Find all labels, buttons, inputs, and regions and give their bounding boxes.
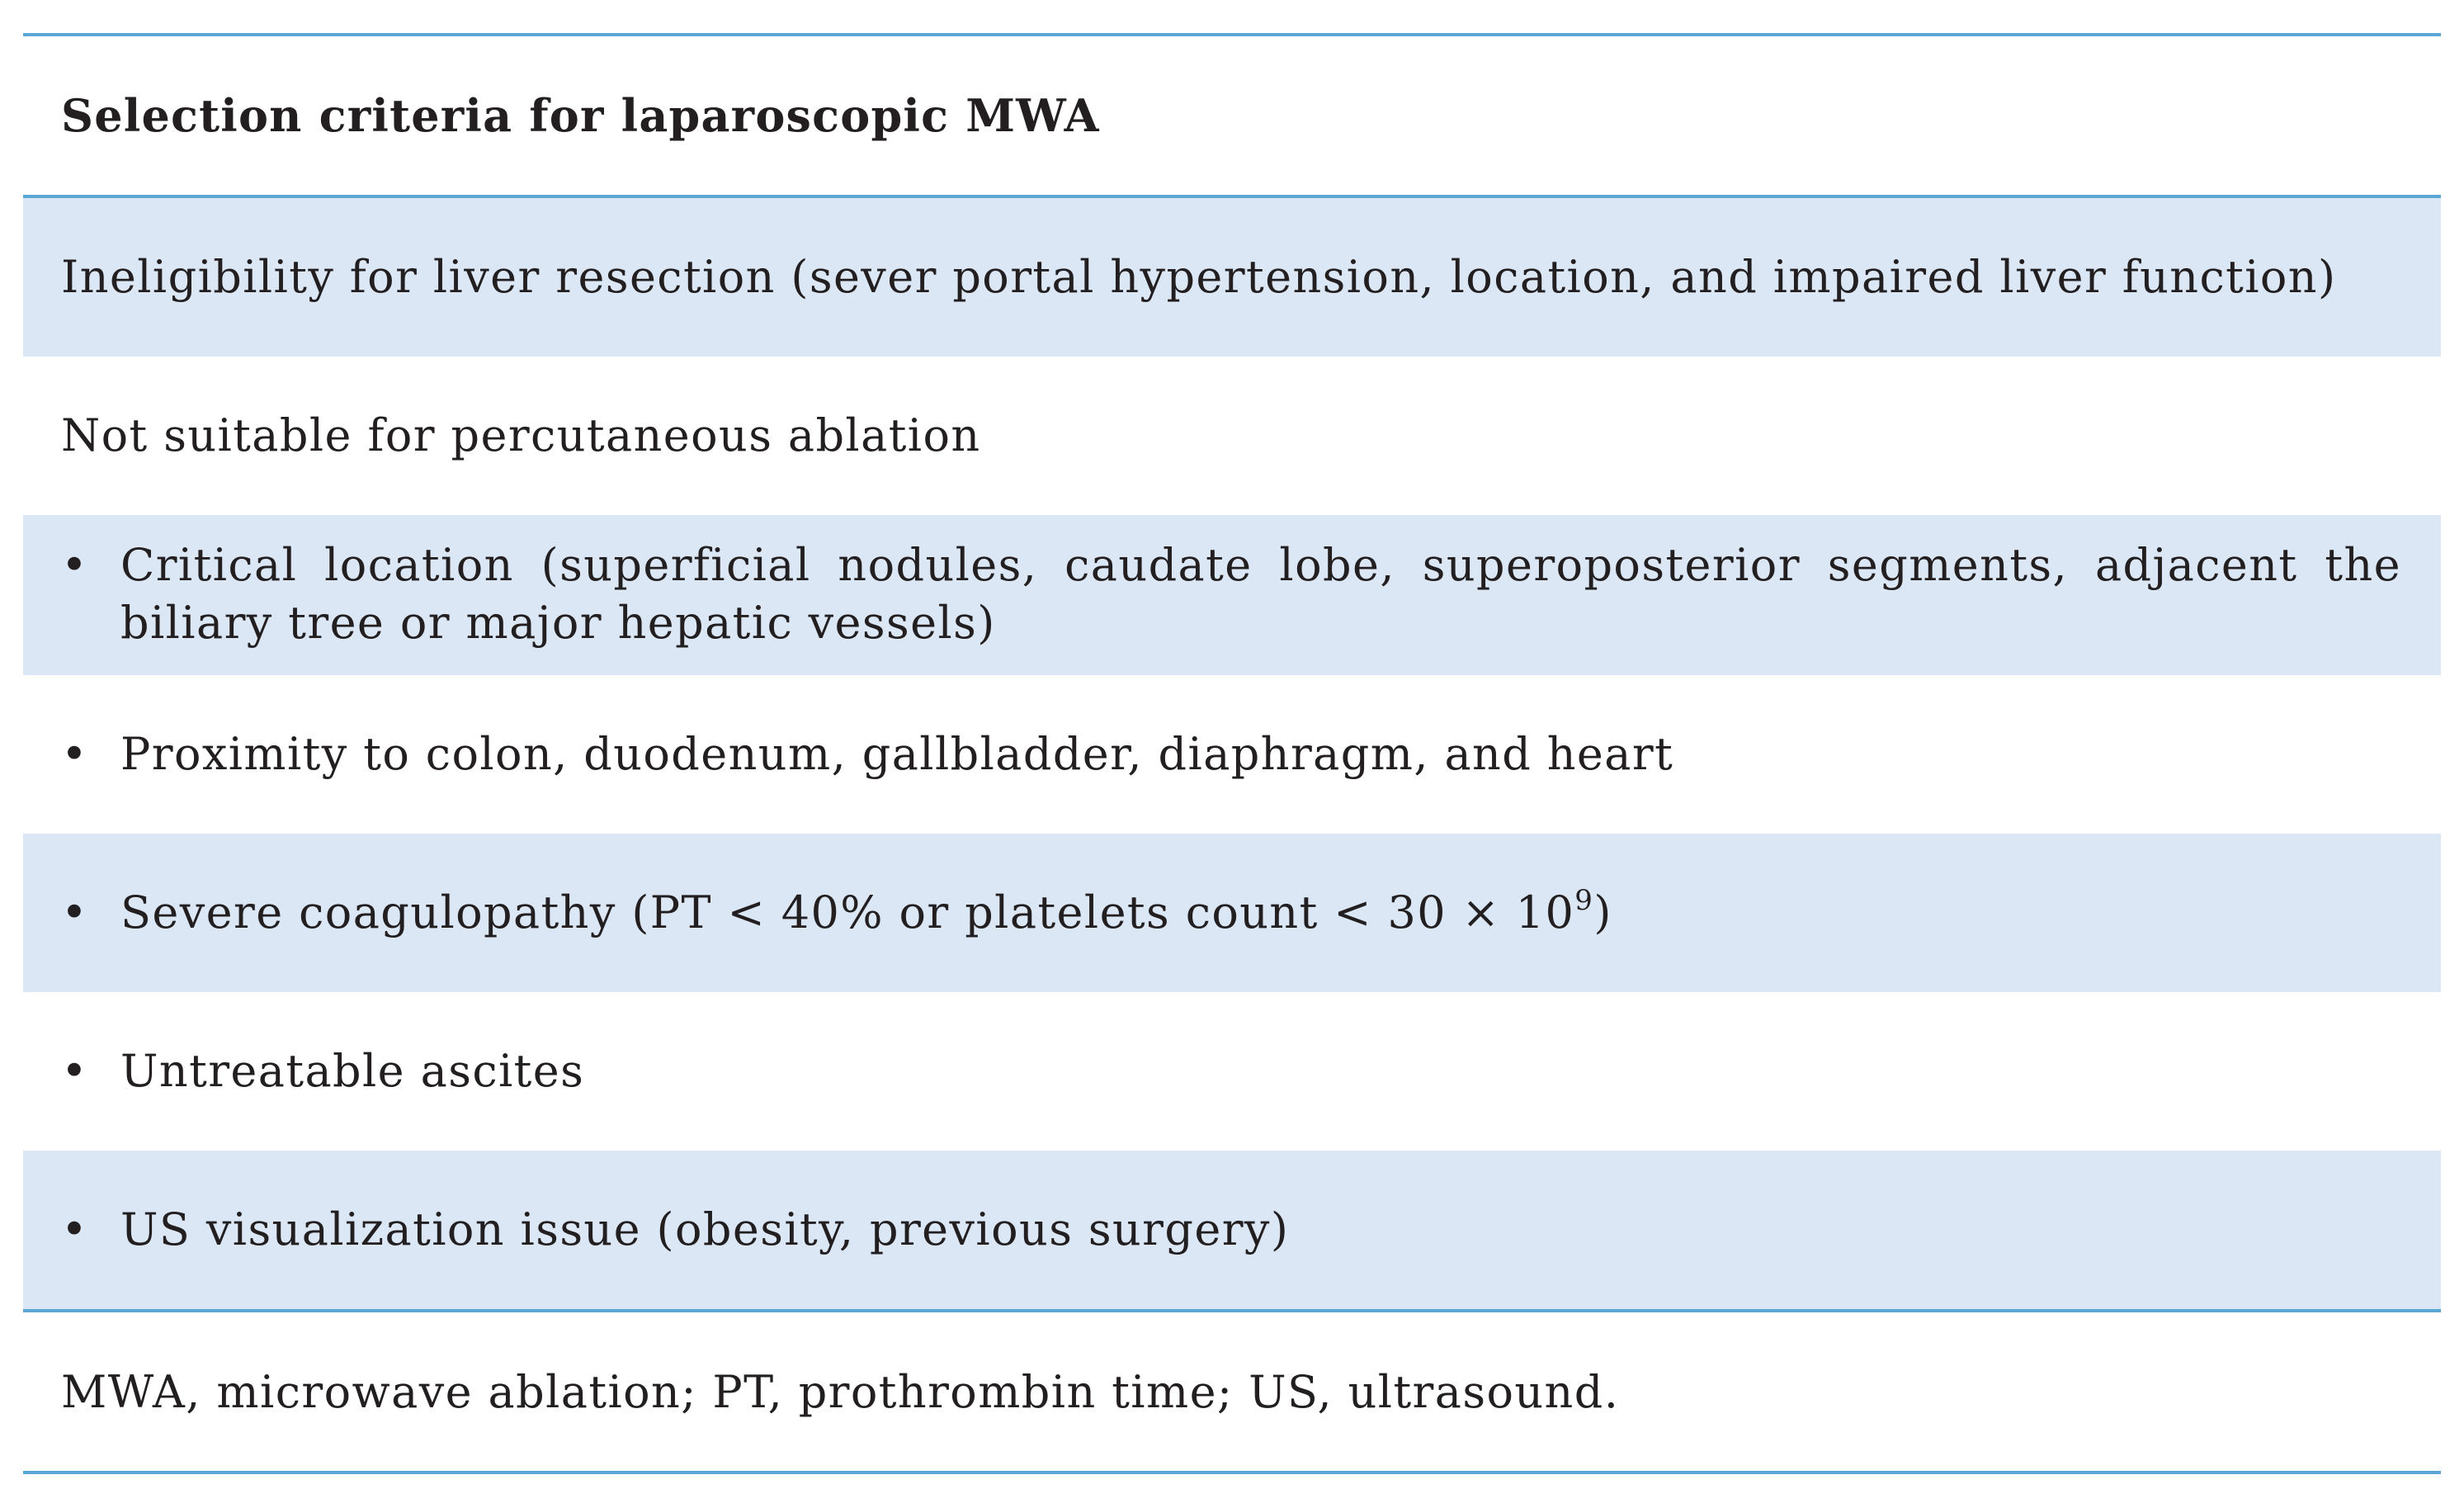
row-text-main: Severe coagulopathy (PT < 40% or platelets count < 30 × 10	[120, 886, 1575, 938]
table-footnote	[23, 1312, 2441, 1471]
bullet-icon: •	[61, 886, 89, 938]
table-row	[23, 675, 2441, 834]
criteria-table	[23, 33, 2441, 1474]
row-text: Not suitable for percutaneous ablation	[61, 409, 981, 461]
footnote-text: MWA, microwave ablation; PT, prothrombin time; US, ultrasound.	[61, 1365, 1620, 1418]
table-row	[23, 834, 2441, 992]
superscript-exponent: 9	[1574, 884, 1594, 917]
row-text-line-2: biliary tree or major hepatic vessels)	[120, 597, 996, 649]
table-row	[23, 198, 2441, 357]
header-title: Selection criteria for laparoscopic MWA	[61, 89, 1100, 142]
table-row	[23, 357, 2441, 515]
row-text: US visualization issue (obesity, previous surgery)	[120, 1203, 1290, 1255]
row-text-line-1: Critical location (superficial nodules, caudate lobe, superoposterior segments, adjacent the	[120, 539, 2401, 591]
row-text	[120, 884, 2401, 942]
row-text	[120, 537, 2401, 652]
bullet-icon: •	[61, 728, 89, 780]
row-text: Proximity to colon, duodenum, gallbladder, diaphragm, and heart	[120, 728, 1674, 780]
bullet-icon: •	[61, 539, 89, 591]
table-row	[23, 992, 2441, 1151]
row-text-tail: )	[1593, 886, 1612, 938]
bottom-rule	[23, 1471, 2441, 1474]
bullet-icon: •	[61, 1203, 89, 1255]
table-row	[23, 1151, 2441, 1309]
table-header	[23, 36, 2441, 195]
row-text: Untreatable ascites	[120, 1045, 585, 1097]
row-text: Ineligibility for liver resection (sever portal hypertension, location, and impaired liver function)	[61, 251, 2337, 303]
table-row	[23, 515, 2441, 675]
bullet-icon: •	[61, 1045, 89, 1097]
